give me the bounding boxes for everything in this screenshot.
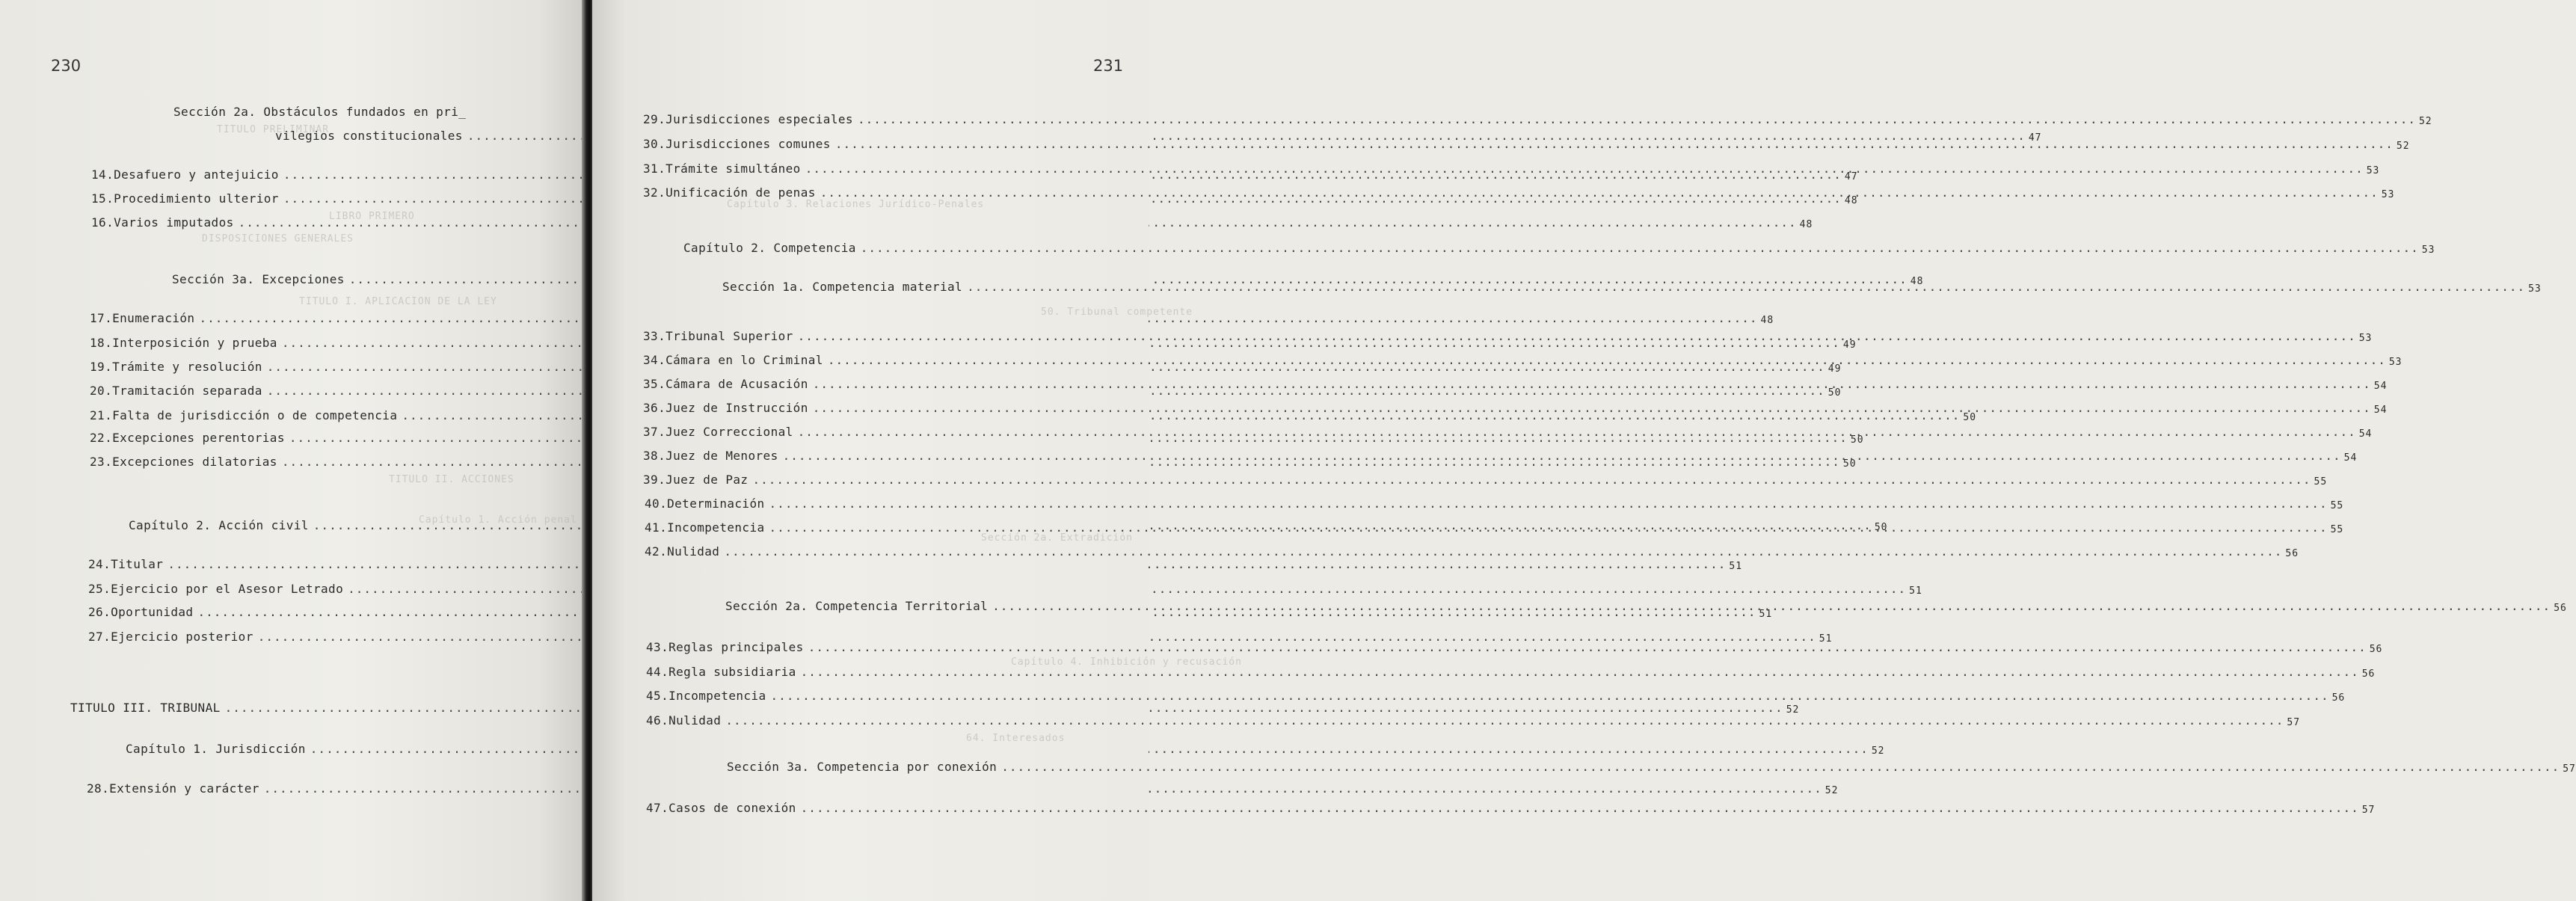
dot-leader [771, 689, 2329, 703]
toc-page-number: 51 [1909, 585, 1922, 597]
dot-leader [805, 162, 2364, 176]
dot-leader [798, 329, 2356, 343]
toc-entry-number: 25. [88, 582, 111, 596]
toc-page-number: 49 [1828, 363, 1842, 375]
toc-entry-text: Incompetencia [668, 689, 766, 703]
toc-row[interactable] [643, 162, 2380, 176]
toc-entry-text: Incompetencia [667, 520, 765, 535]
bleed-through-text: Capítulo 4. Inhibición y recusación [1011, 656, 1242, 668]
section-heading: Sección 1a. Competencia material [722, 280, 963, 294]
toc-entry-number: 20. [90, 384, 113, 398]
toc-entry-text: Excepciones dilatorias [112, 455, 277, 469]
dot-leader [861, 241, 2419, 255]
toc-entry-text: Excepciones perentorias [112, 431, 285, 445]
dot-leader [769, 520, 2328, 535]
chapter-heading: Capítulo 2. Acción civil [129, 518, 309, 532]
bleed-through-text: 64. Interesados [966, 733, 1066, 744]
dot-leader [835, 137, 2394, 151]
toc-page-number: 49 [1842, 339, 1857, 351]
toc-row[interactable] [643, 401, 2388, 416]
toc-entry-number: 46. [646, 713, 669, 728]
dot-leader [801, 801, 2359, 815]
toc-entry-number: 36. [643, 401, 666, 415]
toc-entry-number: 19. [90, 360, 113, 374]
toc-entry-text: Trámite y resolución [112, 360, 262, 374]
dot-leader [858, 112, 2416, 126]
toc-entry-number: 27. [88, 630, 111, 644]
toc-entry-number: 41. [645, 520, 668, 535]
toc-page-number: 52 [1786, 704, 1800, 716]
toc-page-number: 54 [2373, 381, 2388, 392]
toc-entry-text: Juez de Menores [665, 449, 778, 463]
toc-entry-text: Enumeración [112, 311, 195, 325]
section-heading [173, 105, 466, 119]
toc-entry-text: Interposición y prueba [112, 336, 277, 350]
toc-row[interactable] [725, 599, 2567, 614]
toc-entry-text: Falta de jurisdicción o de competencia [112, 408, 398, 422]
toc-page-number: 50 [1874, 522, 1888, 533]
toc-page-number: 57 [2287, 717, 2301, 728]
toc-row[interactable] [646, 713, 2301, 728]
toc-entry-number: 43. [646, 640, 669, 654]
toc-entry-text: Tramitación separada [112, 384, 262, 398]
toc-entry-text: Juez de Instrucción [665, 401, 808, 415]
toc-entry-text: Nulidad [668, 713, 722, 728]
toc-page-number: 53 [2358, 333, 2373, 344]
toc-page-number: 56 [2285, 548, 2299, 559]
bleed-through-text: DISPOSICIONES GENERALES [202, 233, 354, 245]
toc-entry-text: Tribunal Superior [665, 329, 793, 343]
toc-page-number: 55 [2314, 476, 2328, 488]
toc-page-number: 56 [2554, 603, 2567, 614]
toc-entry-number: 42. [645, 544, 668, 559]
toc-page-number: 50 [1850, 434, 1864, 446]
toc-entry-text: Desafuero y antejuicio [114, 167, 279, 182]
toc-entry-number: 37. [643, 425, 666, 439]
toc-entry-number: 29. [643, 112, 666, 126]
toc-page-number: 56 [2369, 644, 2383, 655]
toc-page-number: 50 [1963, 412, 1977, 423]
toc-entry-text: Nulidad [667, 544, 720, 559]
toc-entry-text: Ejercicio por el Asesor Letrado [111, 582, 344, 596]
toc-entry-number: 35. [643, 377, 666, 391]
toc-row[interactable] [88, 630, 1833, 645]
toc-entry-text: vilegios constitucionales [275, 129, 463, 143]
toc-page-number: 55 [2330, 500, 2344, 511]
toc-entry-text: Cámara de Acusación [665, 377, 808, 391]
bleed-through-text: Capítulo 1. Acción penal [419, 514, 577, 526]
toc-entry-text: Oportunidad [111, 605, 194, 619]
toc-row[interactable] [646, 640, 2383, 655]
bleed-through-text: TITULO PRELIMINAR [217, 124, 330, 135]
toc-page-number: 48 [1910, 276, 1924, 287]
bleed-through-text: Capítulo 3. Relaciones Jurídico-Penales [727, 199, 985, 210]
toc-page-number: 52 [2418, 116, 2432, 127]
toc-page-number: 48 [1760, 315, 1774, 326]
dot-leader [813, 401, 2371, 415]
toc-page-number: 52 [2396, 141, 2410, 152]
toc-entry-number: 16. [91, 215, 114, 230]
toc-entry-number: 44. [646, 665, 669, 679]
toc-page-number: 53 [2366, 165, 2380, 176]
toc-entry-text: Procedimiento ulterior [114, 191, 279, 206]
toc-entry-text: Juez Correccional [665, 425, 793, 439]
toc-entry-text: Unificación de penas [665, 185, 816, 200]
toc-page-number: 57 [2563, 763, 2576, 775]
chapter-heading: Capítulo 2. Competencia [683, 241, 856, 255]
toc-page-number: 50 [1828, 387, 1842, 399]
toc-page-number: 48 [1799, 219, 1813, 230]
toc-entry-text: Determinación [667, 496, 765, 511]
bleed-through-text: TITULO II. ACCIONES [389, 474, 514, 485]
toc-row[interactable] [645, 544, 2299, 559]
toc-page-number: 47 [2028, 132, 2042, 144]
dot-leader [808, 640, 2367, 654]
toc-entry-number: 15. [91, 191, 114, 206]
toc-entry-text: Titular [111, 557, 164, 571]
toc-page-number: 56 [2361, 668, 2376, 680]
toc-entry-number: 39. [643, 473, 666, 487]
toc-entry-number: 17. [90, 311, 113, 325]
section-heading: Sección 3a. Excepciones [172, 272, 345, 286]
toc-page-number: 48 [1844, 195, 1858, 206]
toc-page-number: 53 [2381, 189, 2395, 200]
toc-page-number: 57 [2361, 805, 2376, 816]
toc-row[interactable] [88, 557, 1743, 572]
dot-leader [798, 425, 2356, 439]
toc-entry-text: Jurisdicciones comunes [665, 137, 831, 151]
toc-entry-number: 33. [643, 329, 666, 343]
bleed-through-text: 50. Tribunal competente [1041, 307, 1193, 318]
toc-entry-number: 14. [91, 167, 114, 182]
toc-row[interactable] [646, 665, 2376, 680]
toc-row[interactable] [645, 496, 2344, 511]
toc-row[interactable] [87, 781, 1839, 796]
toc-row[interactable] [643, 329, 2373, 344]
toc-entry-text: Reglas principales [668, 640, 804, 654]
toc-page-number: 53 [2528, 283, 2542, 295]
toc-entry-text: Trámite simultáneo [665, 162, 801, 176]
section-heading-hyphen: _ [458, 105, 467, 119]
toc-entry-text: Cámara en lo Criminal [665, 353, 823, 367]
toc-entry-number: 28. [87, 781, 110, 796]
toc-entry-text: Jurisdicciones especiales [665, 112, 853, 126]
toc-entry-text: Varios imputados [114, 215, 234, 230]
toc-entry-text: Ejercicio posterior [111, 630, 253, 644]
toc-entry-number: 38. [643, 449, 666, 463]
toc-page-number: 51 [1729, 561, 1743, 572]
toc-entry-number: 34. [643, 353, 666, 367]
toc-page-number: 51 [1759, 609, 1773, 620]
toc-page-number: 53 [2421, 245, 2435, 256]
toc-page-number: 54 [2343, 452, 2358, 464]
toc-row[interactable] [643, 112, 2432, 127]
toc-entry-number: 26. [88, 605, 111, 619]
page-number: 230 [51, 57, 82, 75]
dot-leader [752, 473, 2311, 487]
title-heading: TITULO III. TRIBUNAL [70, 701, 221, 715]
toc-page-number: 50 [1842, 458, 1857, 470]
toc-page-number: 55 [2330, 524, 2344, 535]
toc-entry-number: 40. [645, 496, 668, 511]
toc-page-number: 47 [1844, 171, 1858, 182]
toc-row[interactable] [643, 377, 2388, 392]
toc-row[interactable] [643, 185, 2395, 200]
section-heading: Sección 2a. Competencia Territorial [725, 599, 989, 613]
toc-row[interactable] [643, 353, 2403, 368]
dot-leader [828, 353, 2386, 367]
dot-leader [783, 449, 2341, 463]
chapter-heading: Capítulo 1. Jurisdicción [126, 742, 306, 756]
toc-page-number: 53 [2388, 357, 2403, 368]
toc-page-number: 52 [1871, 745, 1885, 757]
bleed-through-text: Sección 2a. Extradición [981, 532, 1134, 544]
section-heading-line1: Sección 2a. Obstáculos fundados en pri [173, 105, 459, 119]
toc-page-number: 56 [2331, 692, 2346, 704]
dot-leader [992, 599, 2551, 613]
dot-leader [725, 713, 2284, 728]
toc-row[interactable] [646, 689, 2346, 704]
toc-entry-number: 30. [643, 137, 666, 151]
toc-row[interactable] [91, 215, 1813, 230]
dot-leader [724, 544, 2282, 559]
dot-leader [1001, 760, 2560, 774]
toc-entry-number: 31. [643, 162, 666, 176]
toc-entry-text: Regla subsidiaria [668, 665, 796, 679]
toc-entry-number: 45. [646, 689, 669, 703]
section-heading: Sección 3a. Competencia por conexión [727, 760, 997, 774]
toc-entry-text: Extensión y carácter [109, 781, 259, 796]
toc-row[interactable] [70, 701, 1800, 716]
toc-entry-number: 21. [90, 408, 113, 422]
toc-entry-text: Juez de Paz [665, 473, 748, 487]
toc-row[interactable] [643, 473, 2328, 488]
toc-entry-number: 23. [90, 455, 113, 469]
toc-page-number: 54 [2358, 428, 2373, 440]
toc-row[interactable] [683, 241, 2435, 256]
toc-row[interactable] [646, 801, 2376, 816]
dot-leader [813, 377, 2371, 391]
toc-page-number: 51 [1819, 633, 1833, 645]
page-number: 231 [1093, 57, 1124, 75]
toc-entry-number: 18. [90, 336, 113, 350]
toc-entry-text: Casos de conexión [668, 801, 796, 815]
toc-row[interactable] [88, 582, 1922, 597]
toc-page-number: 52 [1825, 785, 1839, 796]
toc-row[interactable] [727, 760, 2576, 775]
toc-row[interactable] [126, 742, 1885, 757]
dot-leader [769, 496, 2328, 511]
bleed-through-text: TITULO I. APLICACION DE LA LEY [299, 296, 497, 307]
dot-leader [801, 665, 2359, 679]
toc-entry-number: 24. [88, 557, 111, 571]
toc-entry-number: 22. [90, 431, 113, 445]
toc-entry-number: 47. [646, 801, 669, 815]
toc-entry-number: 32. [643, 185, 666, 200]
dot-leader [967, 280, 2525, 294]
toc-page-number: 54 [2373, 405, 2388, 416]
dot-leader [820, 185, 2379, 200]
bleed-through-text: LIBRO PRIMERO [329, 211, 415, 222]
